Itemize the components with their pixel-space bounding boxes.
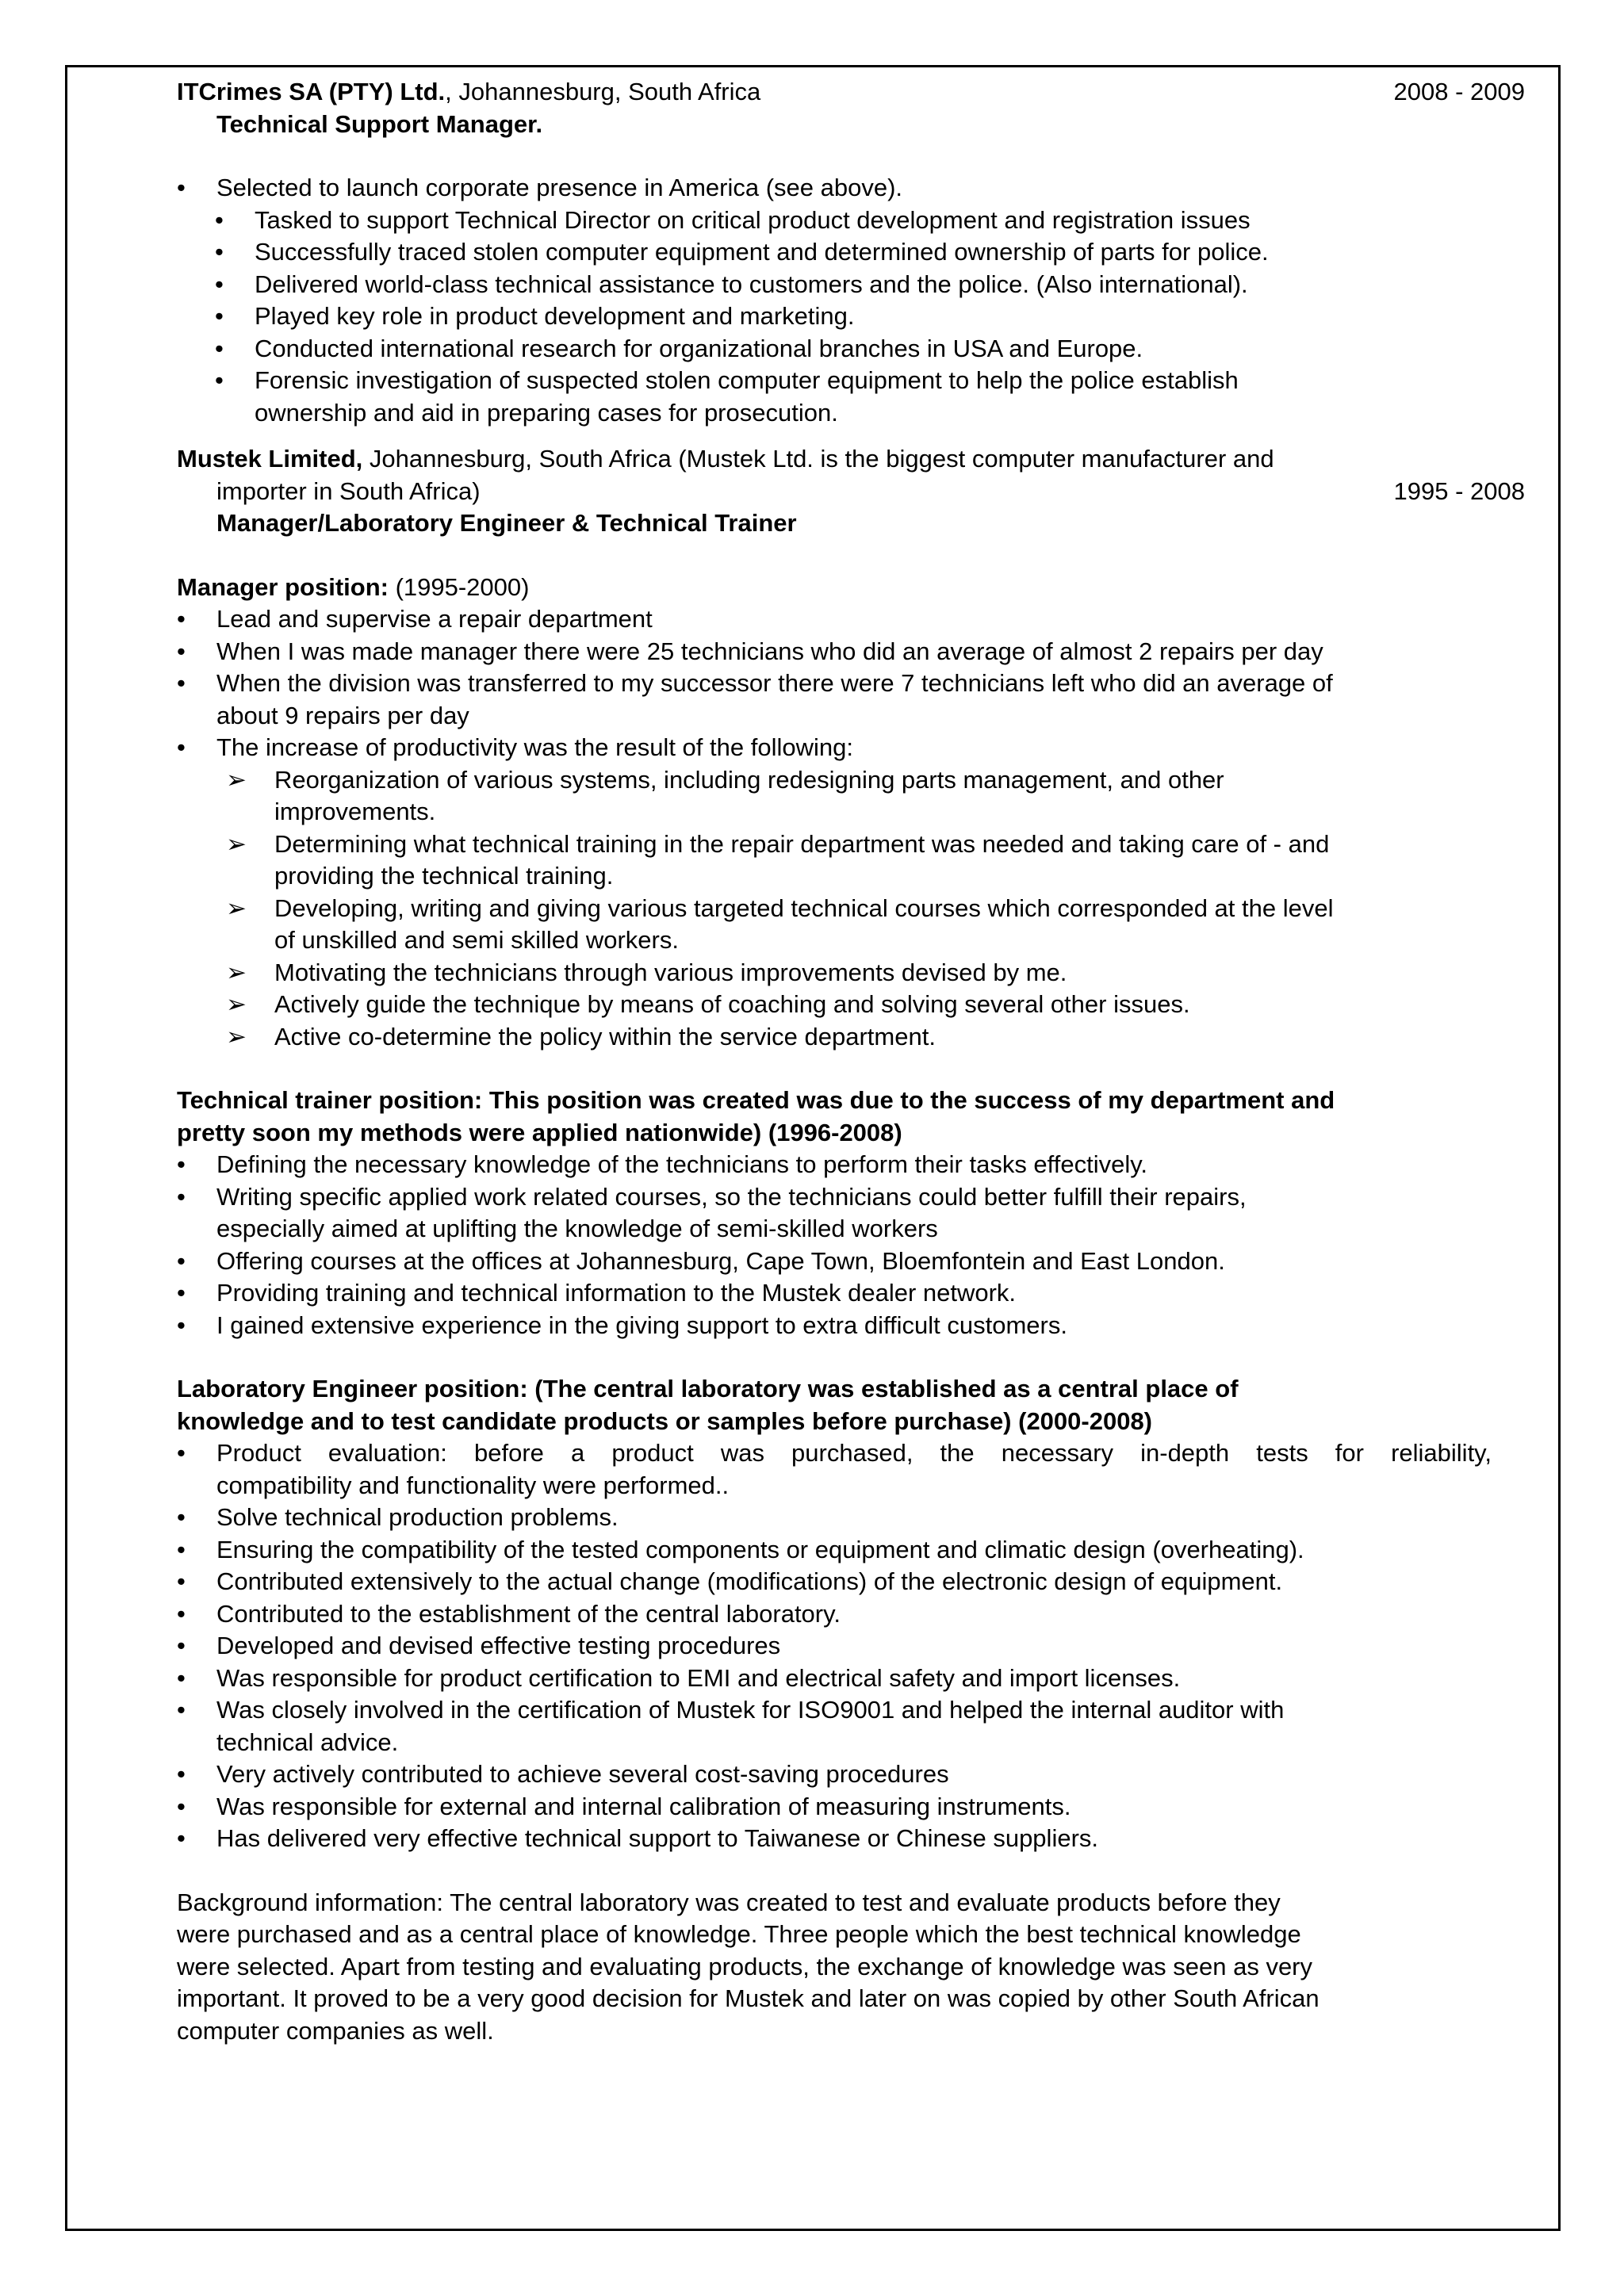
bullet-icon: • [177,1824,186,1852]
bullet-icon: • [215,334,224,362]
arrow-list-item-text: Active co-determine the policy within the service department. [274,1022,936,1050]
list-item-text: Offering courses at the offices at Johannesburg, Cape Town, Bloemfontein and East London. [216,1246,1225,1275]
list-item-text: Successfully traced stolen computer equipment and determined ownership of parts for police. [255,238,1269,266]
arrow-list-item-text: Developing, writing and giving various targeted technical courses which corresponded at the level [274,894,1334,922]
list-item-text: especially aimed at uplifting the knowledge of semi-skilled workers [216,1215,938,1242]
list-item [177,1694,1525,1758]
list-item-text: Has delivered very effective technical support to Taiwanese or Chinese suppliers. [216,1824,1099,1852]
itcrimes-bullet-list [177,205,1525,430]
list-item-text: Played key role in product development and marketing. [255,302,855,330]
list-item [177,1149,1525,1181]
mustek-title: Manager/Laboratory Engineer & Technical Trainer [216,509,797,537]
trainer-heading-line2: pretty soon my methods were applied nationwide) (1996-2008) [177,1118,902,1146]
manager-heading: Manager position: [177,572,389,601]
bullet-icon: • [177,1792,186,1820]
itcrimes-main-bullet: • Selected to launch corporate presence in America (see above). [177,172,1525,205]
mustek-location-line1: Johannesburg, South Africa (Mustek Ltd. is the biggest computer manufacturer and [362,445,1274,473]
list-item [177,603,1525,636]
bullet-icon: • [177,1311,186,1339]
list-item [177,668,1525,732]
list-item [177,1246,1525,1278]
list-item-continuation: ownership and aid in preparing cases for prosecution. [255,398,838,427]
bullet-icon: • [177,1279,186,1307]
arrow-bullet-icon: ➢ [226,958,247,986]
lab-heading-line2: knowledge and to test candidate products or samples before purchase) (2000-2008) [177,1406,1153,1435]
list-item-text: The increase of productivity was the result of the following: [216,733,853,761]
list-item-text: Tasked to support Technical Director on critical product development and registration issues [255,205,1251,234]
list-item [177,1598,1525,1631]
bullet-icon: • [177,1696,186,1724]
bullet-icon: • [177,733,186,761]
background-line: computer companies as well. [177,2016,494,2045]
arrow-list-item [177,957,1525,989]
arrow-list-item-text: providing the technical training. [274,862,614,890]
list-item [177,205,1525,237]
arrow-bullet-icon: ➢ [226,829,247,858]
list-item [177,1630,1525,1663]
list-item [177,1663,1525,1695]
bullet-icon: • [177,1150,186,1178]
itcrimes-years: 2008 - 2009 [1393,78,1525,105]
background-line: were selected. Apart from testing and evaluating products, the exchange of knowledge was seen as very [177,1952,1313,1980]
arrow-bullet-icon: ➢ [226,765,247,794]
bullet-icon: • [215,205,224,234]
bullet-icon: • [177,1760,186,1788]
arrow-list-item-text: of unskilled and semi skilled workers. [274,926,679,954]
background-paragraph [177,1887,1525,2048]
list-item-text: Was responsible for product certification to EMI and electrical safety and import licenses. [216,1663,1181,1692]
mustek-location-line2-row [177,476,1525,508]
mustek-company: Mustek Limited, [177,445,363,473]
manager-heading-row [177,572,1525,604]
bullet-icon: • [177,669,186,697]
itcrimes-company: ITCrimes SA (PTY) Ltd. [177,78,446,105]
trainer-heading-line1: Technical trainer position: This position was created was due to the success of my department and [177,1086,1335,1114]
bullet-icon: • [177,1599,186,1628]
list-item-text: I gained extensive experience in the giving support to extra difficult customers. [216,1311,1067,1339]
mustek-header [177,443,1525,476]
list-item [177,365,1525,397]
list-item [177,1823,1525,1855]
list-item-text: Contributed to the establishment of the central laboratory. [216,1599,841,1628]
list-item-text: Writing specific applied work related courses, so the technicians could better fulfill their repairs, [216,1182,1247,1211]
itcrimes-location: , Johannesburg, South Africa [445,78,761,105]
list-item-text: Ensuring the compatibility of the tested components or equipment and climatic design (overheating). [216,1535,1304,1563]
bullet-icon: • [215,366,224,394]
mustek-years: 1995 - 2008 [1393,476,1525,505]
list-item-text: technical advice. [216,1728,399,1756]
arrow-list-item-text: Actively guide the technique by means of coaching and solving several other issues. [274,990,1190,1018]
list-item-text: Providing training and technical information to the Mustek dealer network. [216,1279,1017,1307]
arrow-list-item-text: Motivating the technicians through various improvements devised by me. [274,958,1067,986]
list-item [177,1502,1525,1534]
manager-arrow-list [177,764,1525,1054]
manager-period: (1995-2000) [388,572,530,601]
lab-heading-line1: Laboratory Engineer position: (The central laboratory was established as a central place of [177,1375,1239,1402]
list-item-text: Contributed extensively to the actual change (modifications) of the electronic design of equipment. [216,1567,1283,1595]
bullet-icon: • [177,1535,186,1563]
bullet-icon: • [177,1632,186,1659]
arrow-list-item [177,828,1525,893]
arrow-list-item [177,893,1525,957]
bullet-icon: • [177,605,186,633]
arrow-bullet-icon: ➢ [226,1022,247,1050]
list-item [177,1437,1525,1502]
arrow-bullet-icon: ➢ [226,990,247,1018]
bullet-icon: • [177,1503,186,1531]
list-item-text: Very actively contributed to achieve several cost-saving procedures [216,1760,949,1788]
list-item [177,269,1525,301]
list-item-text: compatibility and functionality were performed.. [216,1471,730,1499]
bullet-icon: • [177,1439,186,1467]
bullet-icon: • [177,174,186,201]
arrow-list-item [177,764,1525,828]
mustek-location-line2: importer in South Africa) [216,476,481,505]
background-line: were purchased and as a central place of knowledge. Three people which the best technical knowledge [177,1920,1301,1948]
arrow-list-item-text: Determining what technical training in the repair department was needed and taking care of - and [274,829,1330,858]
list-item-text: Was responsible for external and internal calibration of measuring instruments. [216,1792,1071,1820]
list-item [177,300,1525,333]
list-item-text: Defining the necessary knowledge of the technicians to perform their tasks effectively. [216,1150,1148,1178]
bullet-icon: • [215,302,224,330]
list-item [177,1566,1525,1598]
bullet-icon: • [215,270,224,298]
manager-bullet-list [177,603,1525,764]
list-item-text: Solve technical production problems. [216,1503,619,1531]
list-item [177,636,1525,668]
resume-content [177,76,1525,2047]
arrow-list-item [177,989,1525,1021]
arrow-list-item-text: Reorganization of various systems, including redesigning parts management, and other [274,765,1224,794]
list-item [177,732,1525,764]
list-item [177,1310,1525,1342]
arrow-list-item-text: improvements. [274,798,436,825]
lab-bullet-list [177,1437,1525,1855]
list-item-text: When the division was transferred to my successor there were 7 technicians left who did an average of [216,669,1333,697]
list-item-text: about 9 repairs per day [216,701,469,729]
trainer-bullet-list [177,1149,1525,1341]
list-item-text: Developed and devised effective testing procedures [216,1632,781,1659]
list-item [177,1181,1525,1246]
list-item-text: Was closely involved in the certification of Mustek for ISO9001 and helped the internal auditor with [216,1696,1285,1724]
list-item-text: When I was made manager there were 25 technicians who did an average of almost 2 repairs per day [216,637,1323,665]
background-line: important. It proved to be a very good decision for Mustek and later on was copied by other South African [177,1984,1320,2012]
list-item-text: Product evaluation: before a product was purchased, the necessary in-depth tests for reliability, [216,1439,1492,1467]
bullet-icon: • [177,637,186,665]
list-item [177,236,1525,269]
bullet-icon: • [177,1663,186,1692]
list-item [177,1758,1525,1791]
arrow-list-item [177,1021,1525,1054]
list-item-text: Delivered world-class technical assistance to customers and the police. (Also international). [255,270,1248,298]
bullet-icon: • [177,1246,186,1275]
arrow-bullet-icon: ➢ [226,894,247,922]
bullet-icon: • [177,1182,186,1211]
list-item [177,1277,1525,1310]
list-item-text: Lead and supervise a repair department [216,605,653,633]
list-item-text: Forensic investigation of suspected stolen computer equipment to help the police establish [255,366,1239,394]
list-item-text: Conducted international research for organizational branches in USA and Europe. [255,334,1143,362]
bullet-icon: • [215,238,224,266]
list-item [177,333,1525,365]
itcrimes-title: Technical Support Manager. [216,109,543,138]
list-item [177,1791,1525,1823]
list-item [177,1534,1525,1567]
itcrimes-header [177,76,1525,109]
bullet-icon: • [177,1567,186,1595]
background-line: Background information: The central laboratory was created to test and evaluate products before they [177,1888,1281,1916]
